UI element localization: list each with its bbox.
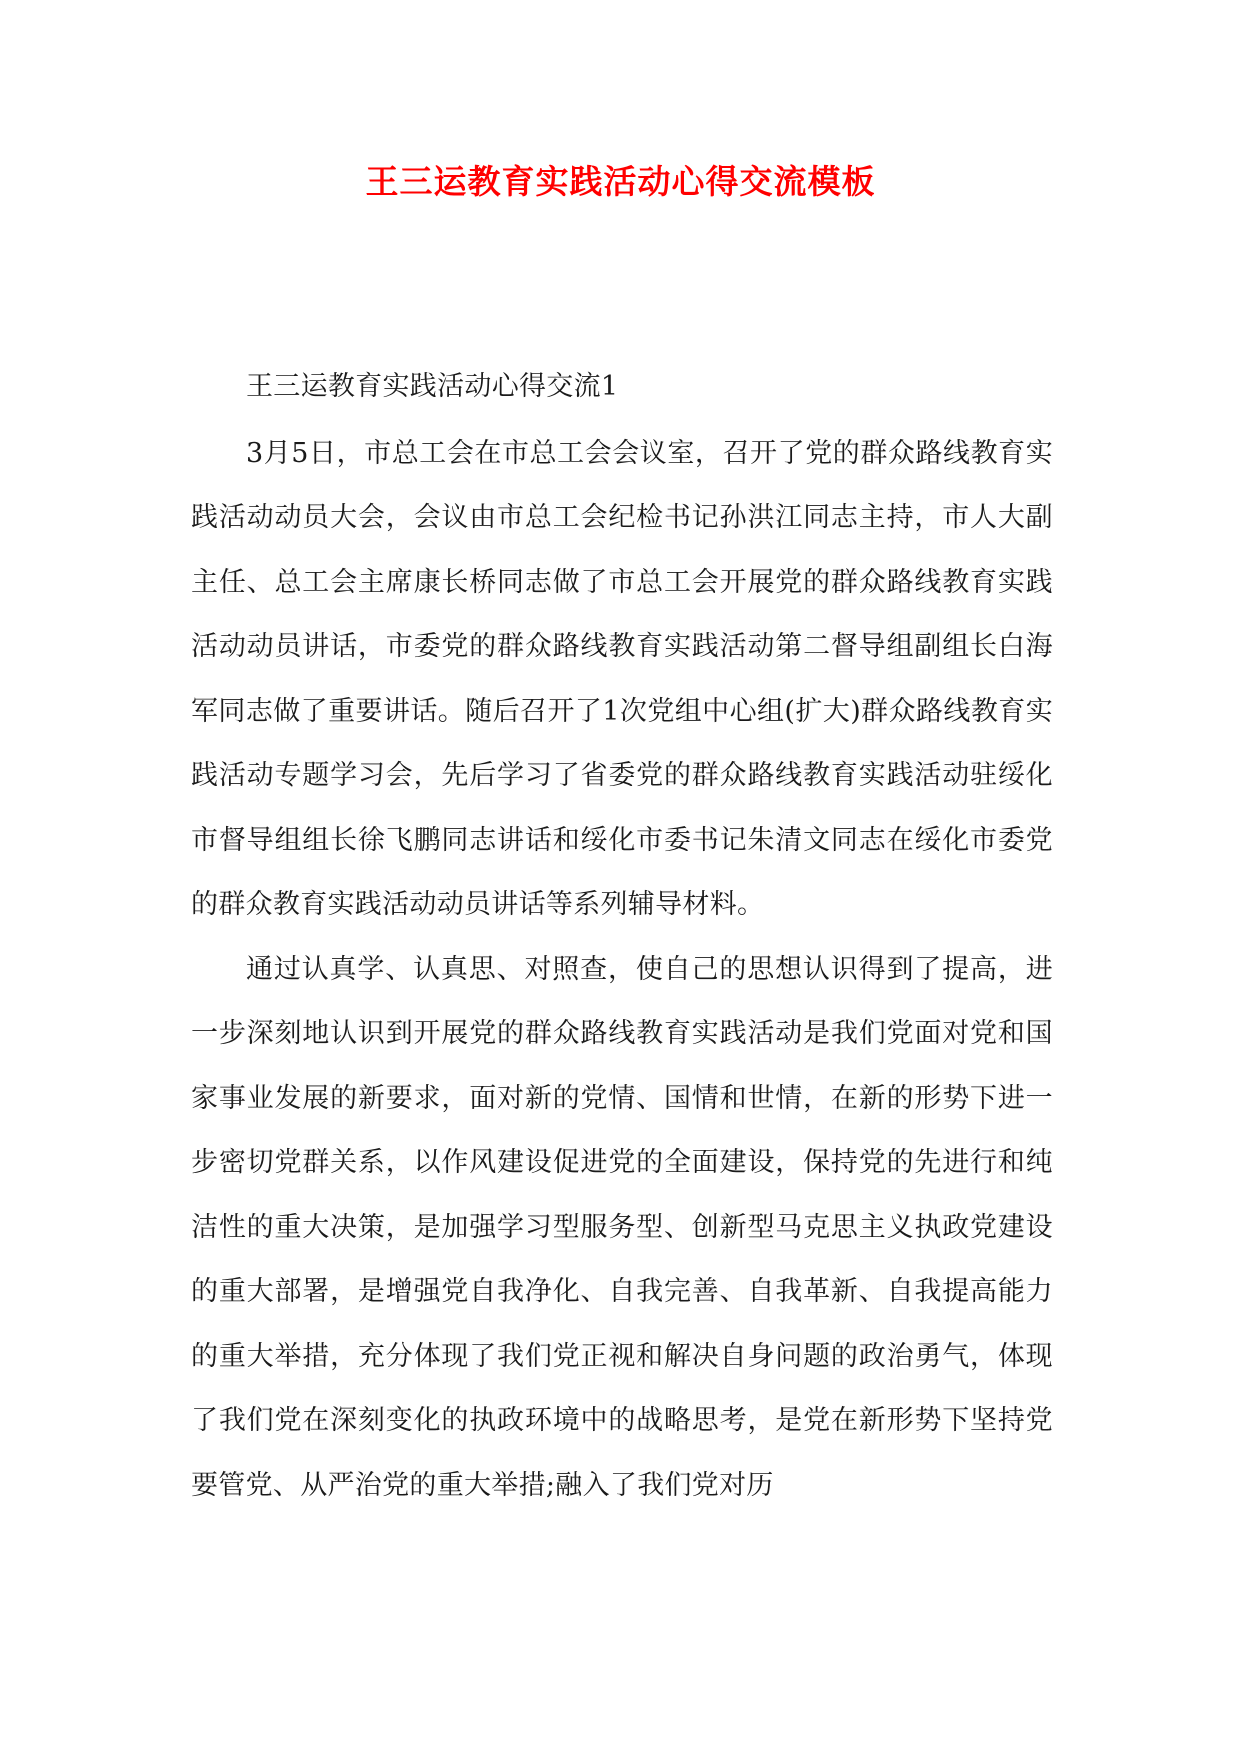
body-paragraph-2: 通过认真学、认真思、对照查，使自己的思想认识得到了提高，进一步深刻地认识到开展党的群众路线教育实践活动是我们党面对党和国家事业发展的新要求，面对新的党情、国情和世情，在新的形势下进一步密切党群关系，以作风建设促进党的全面建设，保持党的先进行和纯洁性的重大决策，是加强学习型服务型、创新型马克思主义执政党建设的重大部署，是增强党自我净化、自我完善、自我革新、自我提高能力的重大举措，充分体现了我们党正视和解决自身问题的政治勇气，体现了我们党在深刻变化的执政环境中的战略思考，是党在新形势下坚持党要管党、从严治党的重大举措;融入了我们党对历 bbox=[191, 953, 1053, 1501]
body-paragraph-1: 3月5日，市总工会在市总工会会议室，召开了党的群众路线教育实践活动动员大会，会议由市总工会纪检书记孙洪江同志主持，市人大副主任、总工会主席康长桥同志做了市总工会开展党的群众路线教育实践活动动员讲话，市委党的群众路线教育实践活动第二督导组副组长白海军同志做了重要讲话。随后召开了1次党组中心组(扩大)群众路线教育实践活动专题学习会，先后学习了省委党的群众路线教育实践活动驻绥化市督导组组长徐飞鹏同志讲话和绥化市委书记朱清文同志在绥化市委党的群众教育实践活动动员讲话等系列辅导材料。 bbox=[191, 437, 1053, 920]
document-title: 王三运教育实践活动心得交流模板 bbox=[365, 162, 876, 201]
document-body bbox=[191, 355, 1053, 1518]
section-heading: 王三运教育实践活动心得交流1 bbox=[246, 371, 619, 402]
